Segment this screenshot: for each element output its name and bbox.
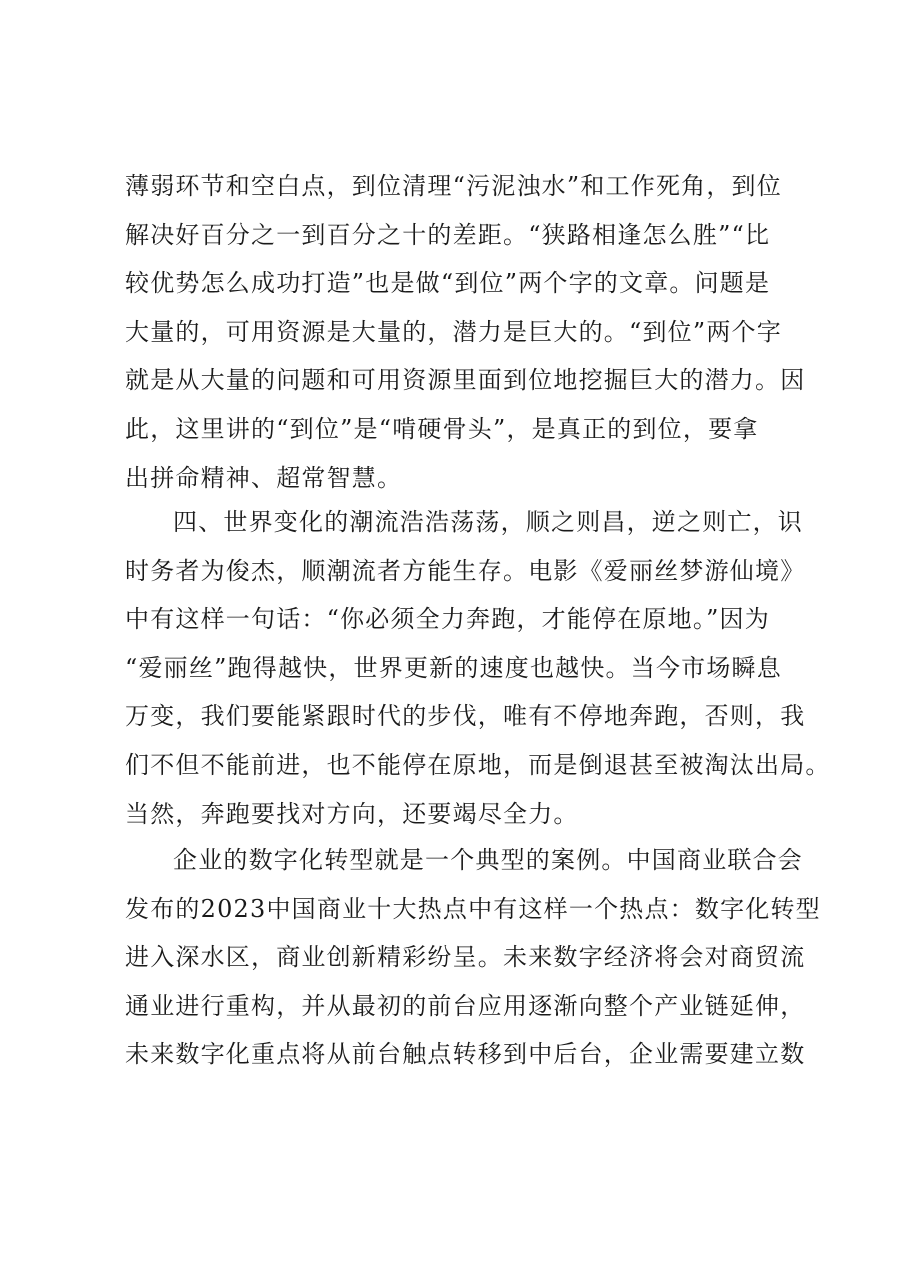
text-line: 就是从大量的问题和可用资源里面到位地挖掘巨大的潜力。因 — [125, 366, 806, 395]
text-line: 较优势怎么成功打造”也是做“到位”两个字的文章。问题是 — [125, 269, 771, 298]
paragraph-continuation — [125, 162, 805, 502]
text-line: 时务者为俊杰，顺潮流者方能生存。电影《爱丽丝梦游仙境》 — [125, 556, 806, 585]
paragraph-section-four — [125, 498, 831, 838]
text-line: 中有这样一句话：“你必须全力奔跑，才能停在原地。”因为 — [125, 605, 770, 634]
text-line: 发布的2023中国商业十大热点中有这样一个热点：数字化转型 — [125, 894, 821, 923]
text-line: 进入深水区，商业创新精彩纷呈。未来数字经济将会对商贸流 — [125, 943, 806, 972]
text-line: “爱丽丝”跑得越快，世界更新的速度也越快。当今市场瞬息 — [125, 653, 782, 682]
text-line: 通业进行重构，并从最初的前台应用逐渐向整个产业链延伸， — [125, 991, 806, 1020]
paragraph-digital-transformation — [125, 836, 821, 1079]
text-line: 万变，我们要能紧跟时代的步伐，唯有不停地奔跑，否则，我 — [125, 702, 806, 731]
text-line: 企业的数字化转型就是一个典型的案例。中国商业联合会 — [173, 846, 803, 874]
text-line: 大量的，可用资源是大量的，潜力是巨大的。“到位”两个字 — [125, 317, 782, 346]
text-line: 此，这里讲的“到位”是“啃硬骨头”，是真正的到位，要拿 — [125, 414, 759, 443]
text-line: 薄弱环节和空白点，到位清理“污泥浊水”和工作死角，到位 — [125, 172, 782, 200]
text-line: 出拼命精神、超常智慧。 — [125, 463, 403, 492]
text-line: 未来数字化重点将从前台触点转移到中后台，企业需要建立数 — [125, 1040, 806, 1069]
text-line: 们不但不能前进，也不能停在原地，而是倒退甚至被淘汰出局。 — [125, 750, 831, 779]
text-line: 当然，奔跑要找对方向，还要竭尽全力。 — [125, 799, 579, 828]
text-line: 四、世界变化的潮流浩浩荡荡，顺之则昌，逆之则亡，识 — [173, 508, 803, 536]
text-line: 解决好百分之一到百分之十的差距。“狭路相逢怎么胜”“比 — [125, 220, 771, 249]
